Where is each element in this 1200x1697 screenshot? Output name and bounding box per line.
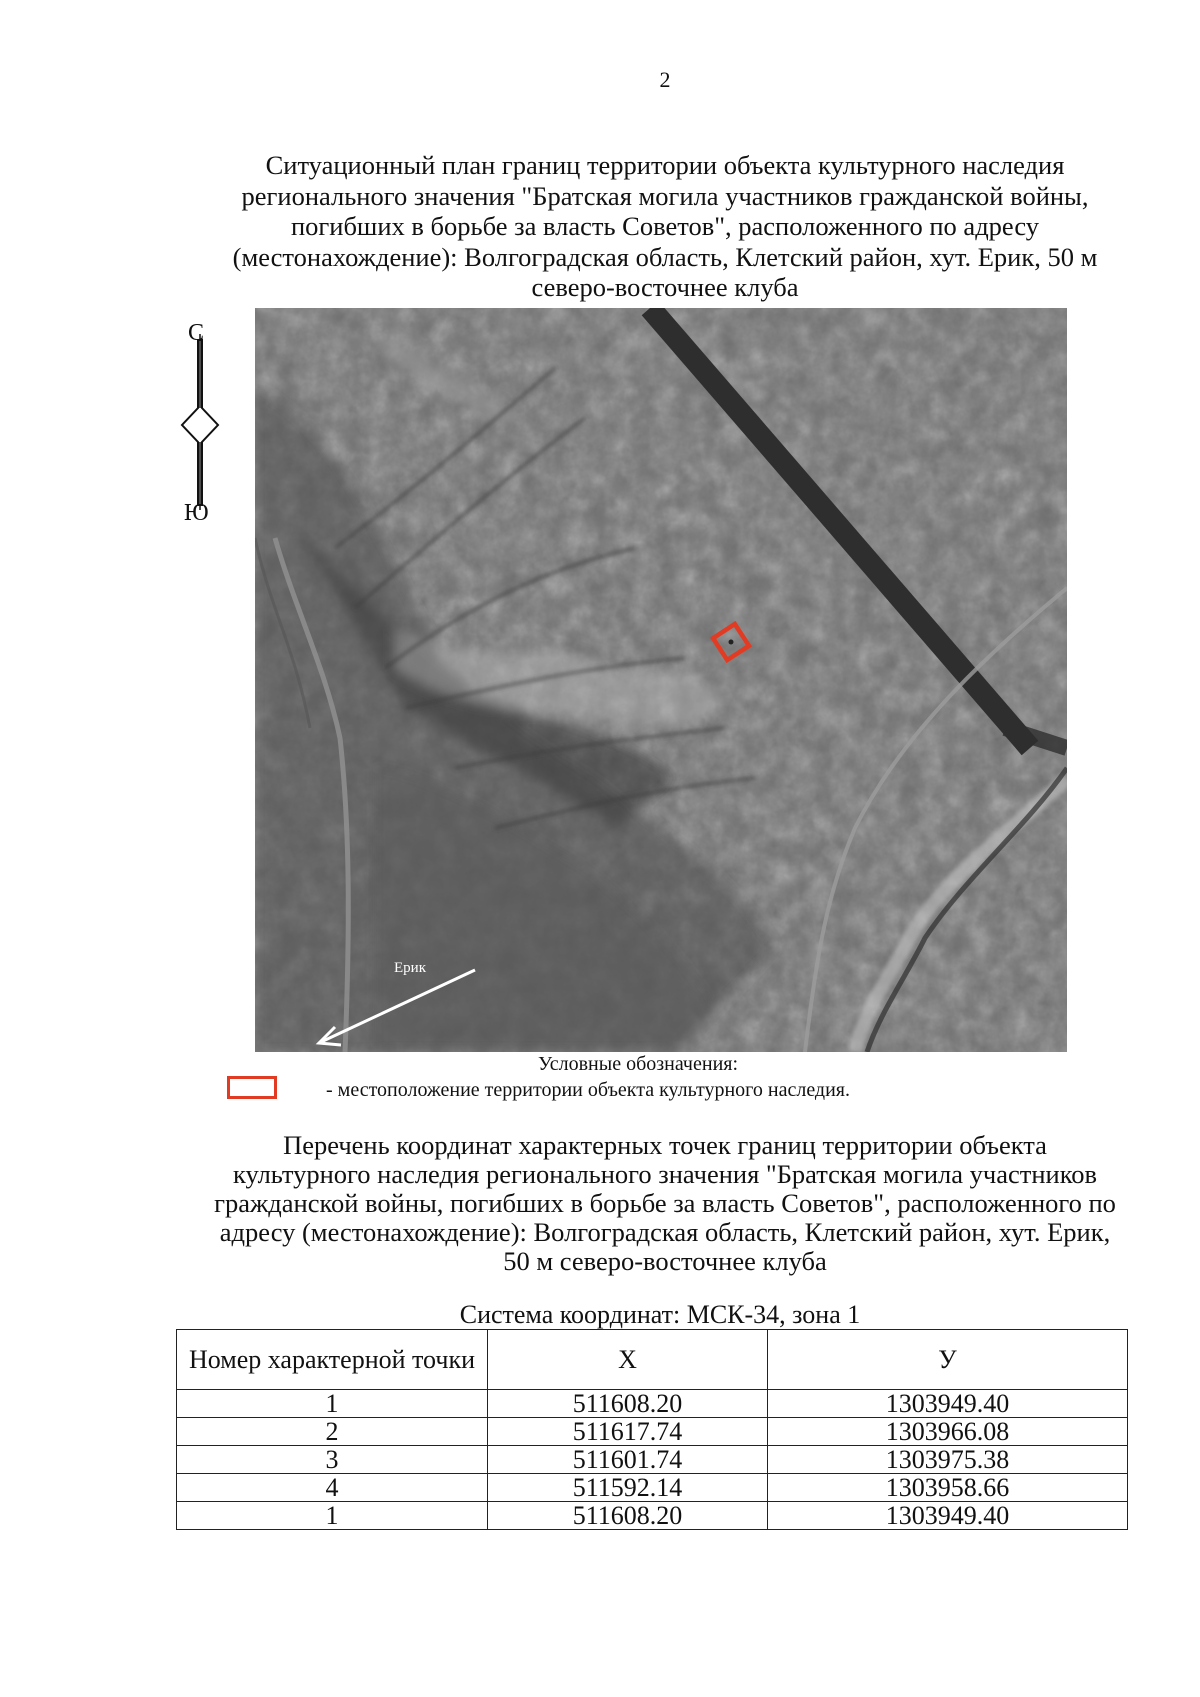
- x-cell: 511617.74: [488, 1418, 768, 1446]
- y-cell: 1303975.38: [768, 1446, 1128, 1474]
- satellite-map: [255, 308, 1067, 1052]
- table-row: [177, 1474, 1128, 1502]
- column-header-y: У: [768, 1330, 1128, 1390]
- x-cell: 511608.20: [488, 1390, 768, 1418]
- y-cell: 1303966.08: [768, 1418, 1128, 1446]
- legend-swatch: [227, 1076, 277, 1099]
- point-number-cell: 3: [177, 1446, 488, 1474]
- y-cell: 1303949.40: [768, 1390, 1128, 1418]
- plan-title: [180, 150, 1150, 303]
- map-place-label: Ерик: [394, 960, 426, 976]
- coordinates-table: [176, 1329, 1128, 1530]
- compass-north-label: С: [188, 320, 205, 346]
- compass-south-label: Ю: [184, 500, 209, 526]
- table-row: [177, 1502, 1128, 1530]
- plan-title-line: (местонахождение): Волгоградская область, Клетский район, хут. Ерик, 50 м: [232, 241, 1098, 272]
- x-cell: 511608.20: [488, 1502, 768, 1530]
- coordinates-title-line: Перечень координат характерных точек границ территории объекта: [283, 1130, 1047, 1160]
- coordinates-title-line: адресу (местонахождение): Волгоградская область, Клетский район, хут. Ерик,: [219, 1217, 1111, 1247]
- point-number-cell: 4: [177, 1474, 488, 1502]
- table-row: [177, 1446, 1128, 1474]
- legend-title: Условные обозначения:: [538, 1053, 739, 1075]
- coordinates-title-line: гражданской войны, погибших в борьбе за власть Советов", расположенного по: [214, 1188, 1116, 1218]
- point-number-cell: 1: [177, 1390, 488, 1418]
- y-cell: 1303958.66: [768, 1474, 1128, 1502]
- coordinate-system-label: Система координат: МСК-34, зона 1: [459, 1300, 861, 1329]
- x-cell: 511601.74: [488, 1446, 768, 1474]
- x-cell: 511592.14: [488, 1474, 768, 1502]
- coordinates-title-line: культурного наследия регионального значения "Братская могила участников: [233, 1159, 1097, 1189]
- table-header-row: [177, 1330, 1128, 1390]
- compass-rose-icon: [170, 320, 230, 520]
- plan-title-line: Ситуационный план границ территории объекта культурного наследия: [265, 150, 1065, 180]
- y-cell: 1303949.40: [768, 1502, 1128, 1530]
- plan-title-line: регионального значения "Братская могила участников гражданской войны,: [241, 180, 1089, 211]
- page-number: 2: [659, 67, 671, 92]
- table-row: [177, 1390, 1128, 1418]
- legend-item-text: - местоположение территории объекта культурного наследия.: [326, 1079, 851, 1101]
- plan-title-line: северо-восточнее клуба: [531, 272, 799, 302]
- column-header-point: Номер характерной точки: [177, 1330, 488, 1390]
- column-header-x: X: [488, 1330, 768, 1390]
- point-number-cell: 1: [177, 1502, 488, 1530]
- coordinates-title: [160, 1131, 1170, 1276]
- plan-title-line: погибших в борьбе за власть Советов", расположенного по адресу: [290, 211, 1040, 241]
- point-number-cell: 2: [177, 1418, 488, 1446]
- coordinates-title-line: 50 м северо-восточнее клуба: [503, 1246, 827, 1276]
- table-row: [177, 1418, 1128, 1446]
